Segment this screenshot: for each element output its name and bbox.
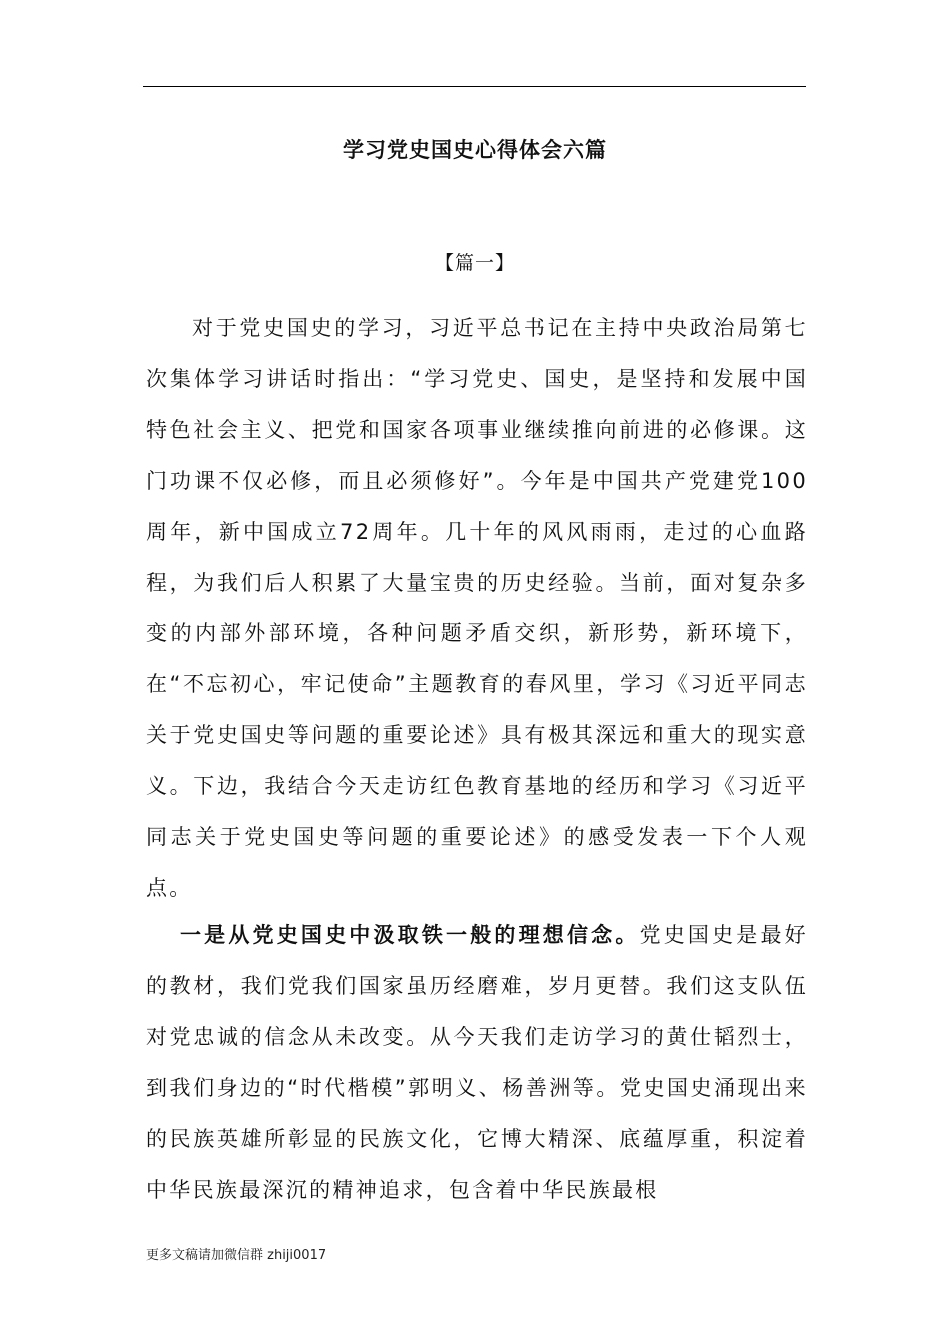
paragraph-2	[146, 910, 808, 1215]
paragraph-2-lead: 一是从党史国史中汲取铁一般的理想信念。	[180, 923, 640, 947]
header-rule	[143, 86, 806, 87]
paragraph-2-body: 党史国史是最好的教材，我们党我们国家虽历经磨难，岁月更替。我们这支队伍对党忠诚的信念从未改变。从今天我们走访学习的黄仕韬烈士，到我们身边的“时代楷模”郭明义、杨善洲等。党史国史涌现出来的民族英雄所彰显的民族文化，它博大精深、底蕴厚重，积淀着中华民族最深沉的精神追求，包含着中华民族最根	[146, 923, 808, 1202]
section-heading: 【篇一】	[434, 252, 515, 274]
footer-note: 更多文稿请加微信群 zhiji0017	[146, 1248, 327, 1263]
document-title: 学习党史国史心得体会六篇	[343, 138, 607, 162]
paragraph-1: 对于党史国史的学习，习近平总书记在主持中央政治局第七次集体学习讲话时指出：“学习党史、国史，是坚持和发展中国特色社会主义、把党和国家各项事业继续推向前进的必修课。这门功课不仅必修，而且必须修好”。今年是中国共产党建党100周年，新中国成立72周年。几十年的风风雨雨，走过的心血路程，为我们后人积累了大量宝贵的历史经验。当前，面对复杂多变的内部外部环境，各种问题矛盾交织，新形势，新环境下，在“不忘初心，牢记使命”主题教育的春风里，学习《习近平同志关于党史国史等问题的重要论述》具有极其深远和重大的现实意义。下边，我结合今天走访红色教育基地的经历和学习《习近平同志关于党史国史等问题的重要论述》的感受发表一下个人观点。	[146, 316, 808, 900]
